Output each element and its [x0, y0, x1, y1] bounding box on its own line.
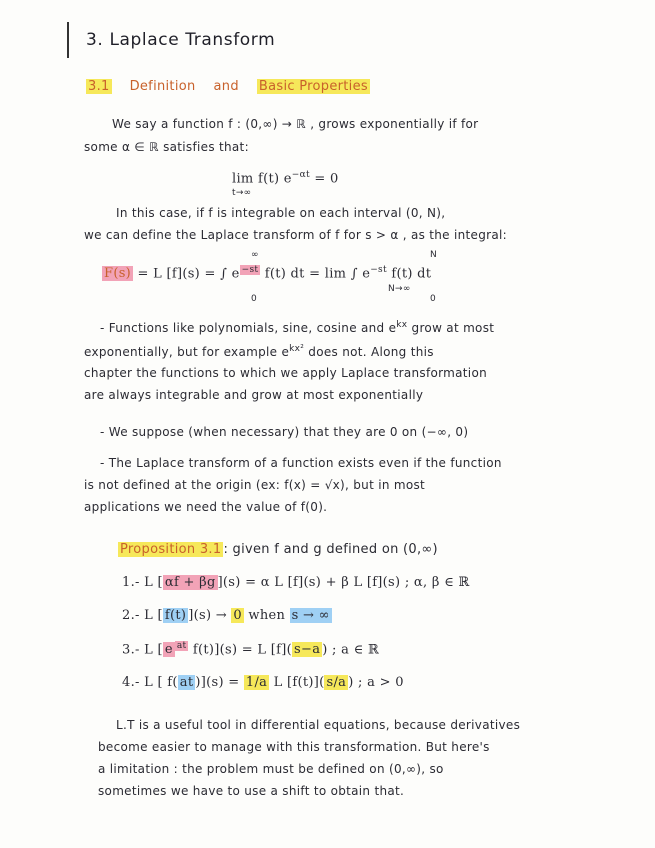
proposition-label: Proposition 3.1 [120, 542, 222, 557]
transform-exponent-2: −st [370, 265, 387, 275]
proposition-heading [118, 542, 438, 557]
subsection-number: 3.1 [88, 79, 110, 94]
note-3-line-1: - The Laplace transform of a function exists even if the function [100, 456, 502, 470]
integral-lower-2: 0 [430, 294, 437, 304]
integrable-line-2: we can define the Laplace transform of f for s > α , as the integral: [84, 228, 507, 242]
page-title [86, 30, 275, 50]
subsection-title-definition: Definition [129, 79, 196, 94]
closing-line-2: become easier to manage with this transformation. But here's [98, 740, 490, 754]
definition-line-2: some α ∈ ℝ satisfies that: [84, 140, 249, 154]
note-1-line-4: are always integrable and grow at most exponentially [84, 388, 424, 402]
subsection-title [86, 79, 388, 94]
transform-lhs: F(s) [104, 266, 132, 282]
property-1: 1.- L [ αf + βg ](s) = α L [f](s) + β L [f](s) ; α, β ∈ ℝ [122, 575, 470, 590]
property-4: 4.- L [ f( at )](s) = 1/a L [f(t)]( s/a ) ; a > 0 [122, 675, 404, 690]
property-3: 3.- L [ e $^{at}$ f(t)](s) = L [f]( s−a ) ; a ∈ ℝ [122, 641, 380, 658]
note-3-line-2: is not defined at the origin (ex: f(x) = √x), but in most [84, 478, 426, 492]
proposition-text: : given f and g defined on (0,∞) [223, 542, 438, 557]
subsection-title-and: and [213, 79, 239, 94]
transform-exponent: −st [241, 265, 259, 275]
note-1-line-1: - Functions like polynomials, sine, cosine and $e^{kx}$ grow at most [100, 320, 495, 335]
limit-formula [232, 170, 339, 186]
limit-expression: lim f(t) e [232, 171, 292, 187]
transform-formula [102, 265, 431, 281]
limit-exponent: −αt [291, 170, 310, 180]
transform-lim-sub: N→∞ [388, 284, 411, 294]
property-2: 2.- L [ f(t) ](s) → 0 when s → ∞ [122, 608, 330, 623]
transform-rest-2: f(t) dt [386, 266, 432, 282]
closing-line-1: L.T is a useful tool in differential equations, because derivatives [116, 718, 521, 732]
section-number: 3. [86, 30, 104, 50]
integral-lower-1: 0 [251, 294, 258, 304]
limit-equals: = 0 [309, 171, 339, 187]
limit-subscript: t→∞ [232, 188, 252, 198]
note-1-line-3: chapter the functions to which we apply Laplace transformation [84, 366, 487, 380]
closing-line-4: sometimes we have to use a shift to obtain that. [98, 784, 405, 798]
definition-line-1: We say a function f : (0,∞) → ℝ , grows exponentially if for [112, 117, 479, 131]
subsection-title-properties: Basic Properties [258, 79, 368, 94]
margin-mark [67, 22, 69, 58]
note-1-line-2: exponentially, but for example $e^{kx^2}$ does not. Along this [84, 344, 434, 359]
integral-upper-1: ∞ [251, 250, 259, 260]
transform-rest: f(t) dt = lim ∫ e [260, 266, 371, 282]
transform-eq: = L [f](s) = ∫ e [133, 266, 240, 282]
section-title: Laplace Transform [109, 30, 276, 50]
closing-line-3: a limitation : the problem must be defined on (0,∞), so [98, 762, 444, 776]
note-3-line-3: applications we need the value of f(0). [84, 500, 328, 514]
integral-upper-2: N [430, 250, 438, 260]
integrable-line-1: In this case, if f is integrable on each interval (0, N), [116, 206, 446, 220]
note-2: - We suppose (when necessary) that they are 0 on (−∞, 0) [100, 425, 469, 439]
